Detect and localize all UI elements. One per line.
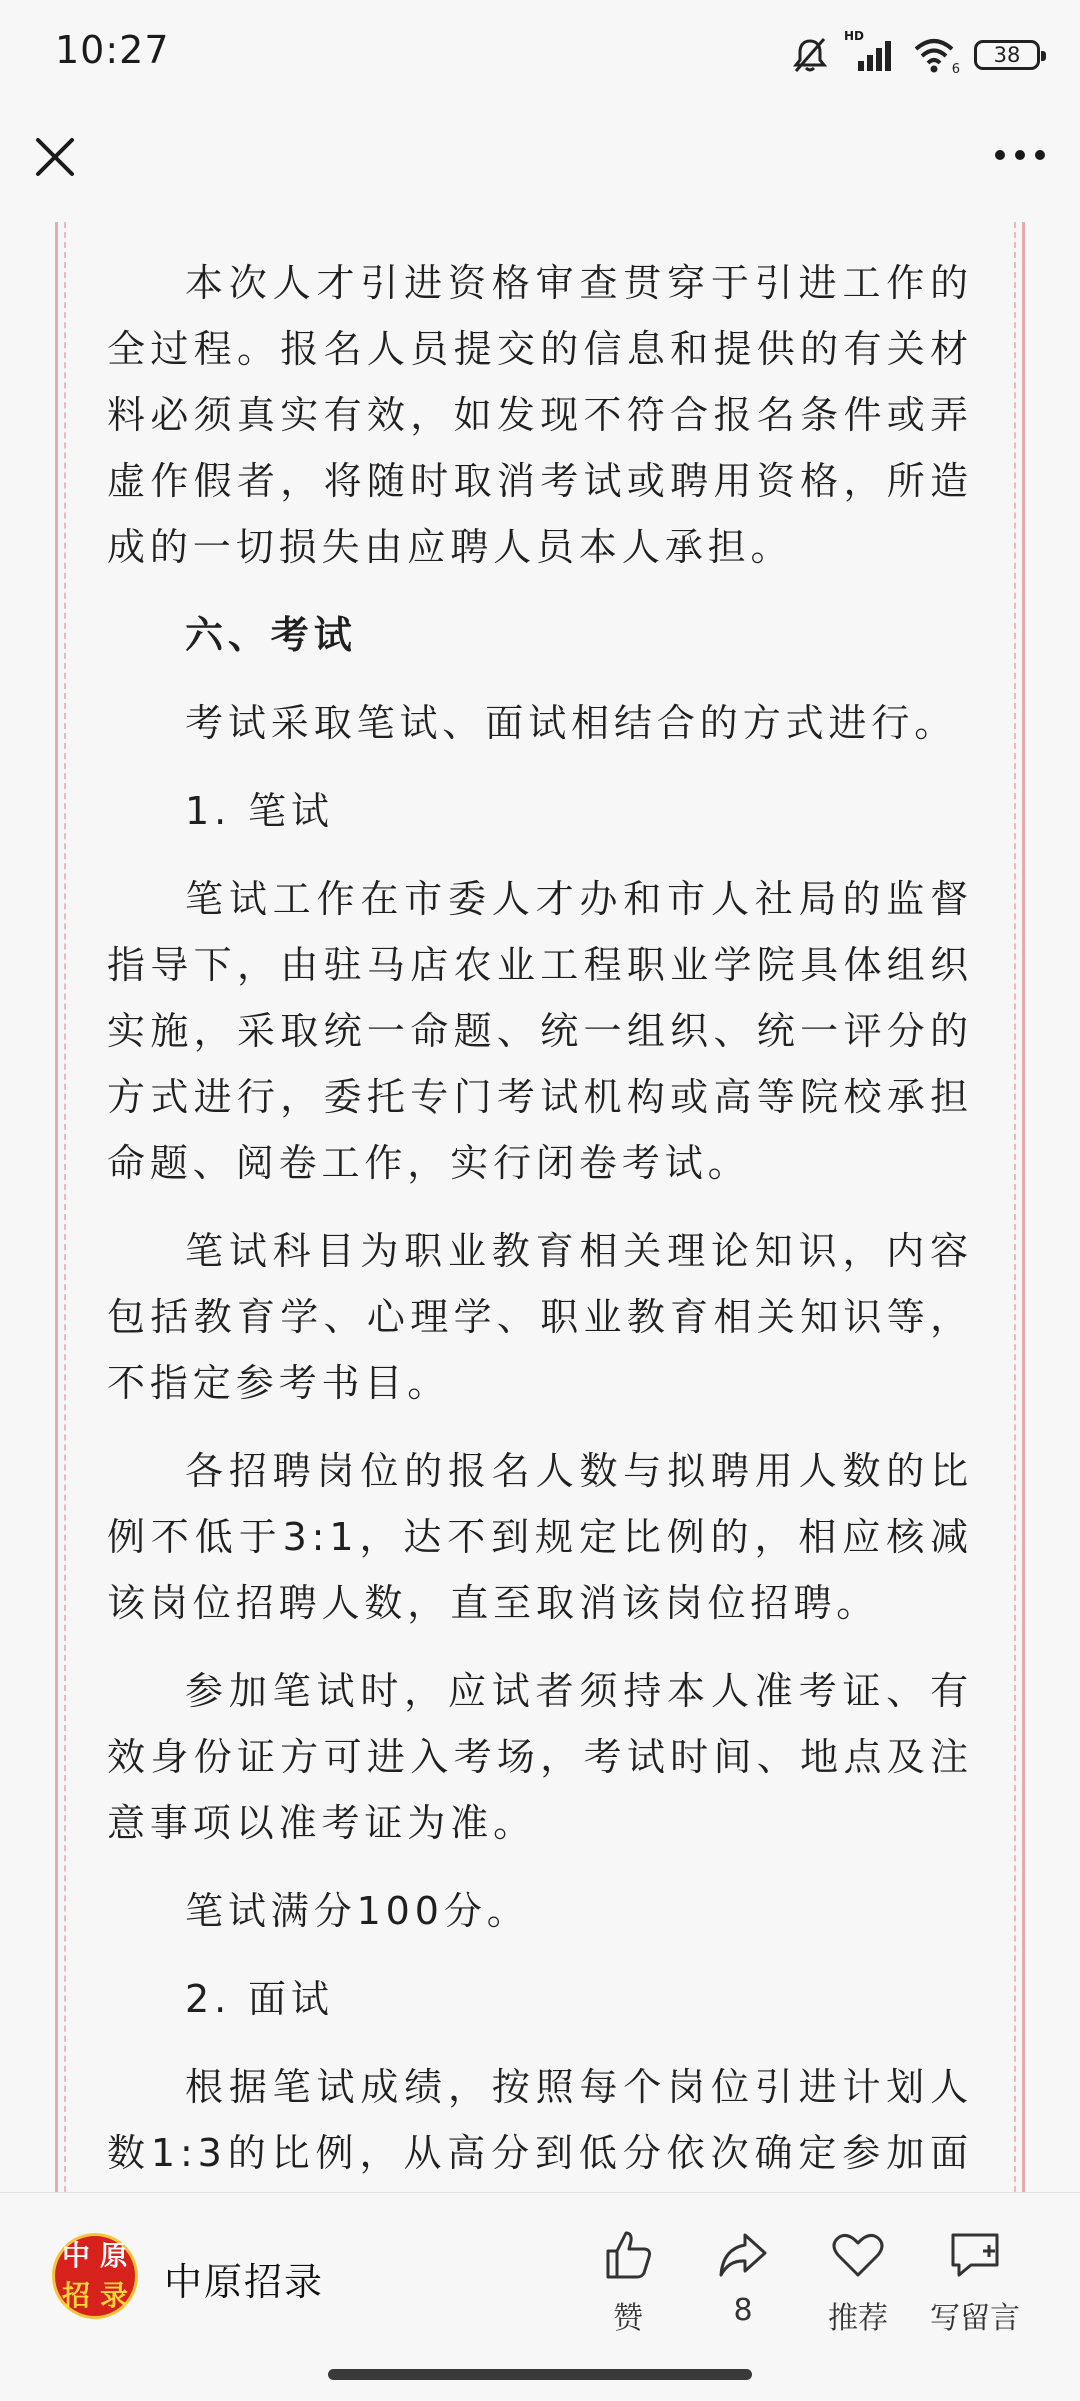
decorative-dashed-right: [1014, 222, 1016, 2192]
status-bar: [0, 0, 1080, 100]
article-body: [107, 250, 973, 2274]
comment-icon: [945, 2225, 1005, 2285]
paragraph: 根据笔试成绩，按照每个岗位引进计划人数1:3的比例，从高分到低分依次确定参加面: [107, 2065, 973, 2175]
heart-icon: [828, 2225, 888, 2285]
paragraph: 笔试满分100分。: [185, 1889, 530, 1933]
hd-label: HD: [844, 29, 865, 43]
decorative-border-left: [55, 222, 58, 2192]
share-button[interactable]: [683, 2225, 803, 2328]
like-button[interactable]: [568, 2225, 688, 2337]
subsection-heading: 2. 面试: [185, 1977, 334, 2021]
paragraph: 笔试工作在市委人才办和市人社局的监督指导下，由驻马店农业工程职业学院具体组织实施，采取统一命题、统一组织、统一评分的方式进行，委托专门考试机构或高等院校承担命题、阅卷工作，实行闭卷考试。: [107, 877, 973, 1185]
status-time: 10:27: [55, 28, 170, 72]
nav-bar: [0, 100, 1080, 223]
paragraph: 考试采取笔试、面试相结合的方式进行。: [185, 701, 958, 745]
recommend-label: 推荐: [828, 2301, 888, 2336]
bell-off-icon: [790, 35, 830, 75]
section-heading: 六、考试: [185, 613, 357, 657]
logo-char: 招: [61, 2279, 90, 2312]
paragraph: 参加笔试时，应试者须持本人准考证、有效身份证方可进入考场，考试时间、地点及注意事项以准考证为准。: [107, 1669, 973, 1845]
decorative-border-right: [1022, 222, 1025, 2192]
like-label: 赞: [613, 2301, 643, 2336]
paragraph: 本次人才引进资格审查贯穿于引进工作的全过程。报名人员提交的信息和提供的有关材料必须真实有效，如发现不符合报名条件或弄虚作假者，将随时取消考试或聘用资格，所造成的一切损失由应聘人员本人承担。: [107, 261, 973, 569]
thumbs-up-icon: [598, 2225, 658, 2285]
logo-char: 中: [61, 2239, 90, 2272]
battery-icon: [974, 40, 1040, 70]
comment-label: 写留言: [930, 2301, 1020, 2336]
more-icon[interactable]: [990, 130, 1050, 180]
logo-char: 录: [99, 2279, 128, 2312]
share-count: 8: [733, 2293, 753, 2328]
status-icons: [790, 30, 1040, 80]
paragraph: 笔试科目为职业教育相关理论知识，内容包括教育学、心理学、职业教育相关知识等，不指定参考书目。: [107, 1229, 973, 1405]
wifi-badge: 6: [951, 62, 960, 77]
battery-level: 38: [993, 43, 1021, 67]
comment-button[interactable]: [915, 2225, 1035, 2337]
home-indicator[interactable]: [328, 2369, 752, 2380]
account-name[interactable]: 中原招录: [164, 2260, 325, 2304]
recommend-button[interactable]: [798, 2225, 918, 2337]
close-icon[interactable]: [30, 132, 80, 182]
signal-icon: [844, 29, 898, 75]
wifi-icon: [912, 35, 960, 75]
paragraph: 各招聘岗位的报名人数与拟聘用人数的比例不低于3:1，达不到规定比例的，相应核减该岗位招聘人数，直至取消该岗位招聘。: [107, 1449, 973, 1625]
subsection-heading: 1. 笔试: [185, 789, 334, 833]
decorative-dashed-left: [64, 222, 66, 2192]
article-content[interactable]: [0, 222, 1080, 2192]
share-icon: [713, 2225, 773, 2285]
account-logo[interactable]: [52, 2233, 138, 2319]
logo-char: 原: [99, 2239, 128, 2272]
